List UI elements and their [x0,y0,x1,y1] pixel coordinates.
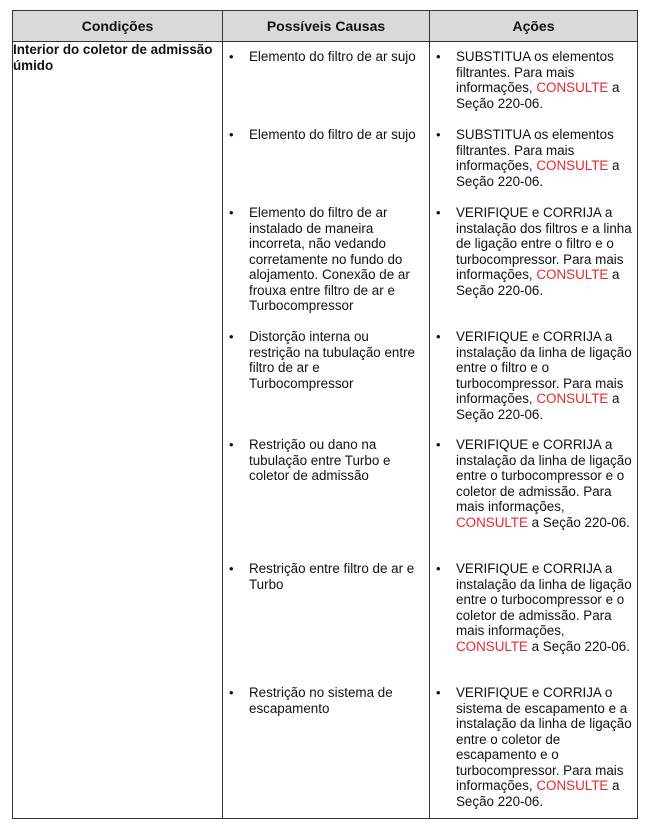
section-reference: a Seção 220-06. [456,80,620,111]
cause-text: Restrição no sistema de escapamento [249,685,393,716]
cause-text: Restrição entre filtro de ar e Turbo [249,561,415,592]
causes-cell [223,42,430,819]
header-conditions: Condições [13,11,223,42]
header-causes: Possíveis Causas [223,11,430,42]
action-item [436,205,632,298]
consulte-link[interactable]: CONSULTE [536,158,609,173]
table-row [13,42,638,819]
cause-item [229,205,421,314]
action-item [436,329,632,422]
action-item [436,561,632,654]
action-instruction: SUBSTITUA os elementos filtrantes. Para mais informações, [456,49,614,95]
action-instruction: VERIFIQUE e CORRIJA a instalação dos filtros e a linha de ligação entre o filtro e o turbocompressor. Para mais informações, [456,205,632,282]
cause-text: Elemento do filtro de ar instalado de maneira incorreta, não vedando corretamente no fundo do alojamento. Conexão de ar frouxa entre filtro de ar e Turbocompressor [249,205,410,313]
cause-item [229,685,421,716]
consulte-link[interactable]: CONSULTE [536,391,609,406]
causes-column [223,42,429,818]
cause-item [229,437,421,484]
bullet-icon: • [436,437,441,452]
condition-text: Interior do coletor de admissão úmido [13,42,213,73]
action-item [436,127,632,189]
section-reference: a Seção 220-06. [456,158,620,189]
action-instruction: SUBSTITUA os elementos filtrantes. Para mais informações, [456,127,614,173]
bullet-icon: • [436,329,441,344]
action-instruction: VERIFIQUE e CORRIJA o sistema de escapamento e a instalação da linha de ligação entre o coletor de escapamento e o turbocompressor. Para mais informações, [456,685,632,793]
action-text [456,49,632,111]
action-text [456,685,632,809]
action-text [456,437,632,530]
action-text [456,329,632,422]
cause-text: Distorção interna ou restrição na tubulação entre filtro de ar e Turbocompressor [249,329,415,391]
bullet-icon: • [229,127,234,142]
cause-text: Restrição ou dano na tubulação entre Turbo e coletor de admissão [249,437,391,483]
action-item [436,437,632,530]
bullet-icon: • [229,329,234,344]
cause-text: Elemento do filtro de ar sujo [249,49,416,64]
action-item [436,49,632,111]
section-reference: a Seção 220-06. [456,267,620,298]
table-header-row [13,11,638,42]
bullet-icon: • [229,685,234,700]
action-instruction: VERIFIQUE e CORRIJA a instalação da linha de ligação entre o turbocompressor e o coletor de admissão. Para mais informações, [456,561,632,638]
bullet-icon: • [436,49,441,64]
actions-column [430,42,637,818]
consulte-link[interactable]: CONSULTE [536,80,609,95]
cause-item [229,329,421,391]
action-text [456,561,632,654]
consulte-link[interactable]: CONSULTE [456,638,528,654]
cause-item [229,49,421,65]
header-actions: Ações [430,11,638,42]
consulte-link[interactable]: CONSULTE [536,267,609,282]
cause-item [229,561,421,592]
action-text [456,205,632,298]
section-reference: a Seção 220-06. [456,391,620,422]
section-reference: a Seção 220-06. [527,514,630,530]
action-item [436,685,632,809]
section-reference: a Seção 220-06. [527,638,630,654]
bullet-icon: • [436,205,441,220]
action-text [456,127,632,189]
consulte-link[interactable]: CONSULTE [536,778,609,793]
cause-text: Elemento do filtro de ar sujo [249,127,416,142]
bullet-icon: • [229,561,234,576]
action-instruction: VERIFIQUE e CORRIJA a instalação da linha de ligação entre o filtro e o turbocompressor. Para mais informações, [456,329,632,406]
bullet-icon: • [436,685,441,700]
section-reference: a Seção 220-06. [456,778,620,809]
condition-cell [13,42,223,819]
troubleshooting-table [12,10,638,819]
consulte-link[interactable]: CONSULTE [456,514,528,530]
bullet-icon: • [229,49,234,64]
bullet-icon: • [436,561,441,576]
bullet-icon: • [229,205,234,220]
bullet-icon: • [229,437,234,452]
action-instruction: VERIFIQUE e CORRIJA a instalação da linha de ligação entre o turbocompressor e o coletor de admissão. Para mais informações, [456,437,632,514]
cause-item [229,127,421,143]
bullet-icon: • [436,127,441,142]
actions-cell [430,42,638,819]
